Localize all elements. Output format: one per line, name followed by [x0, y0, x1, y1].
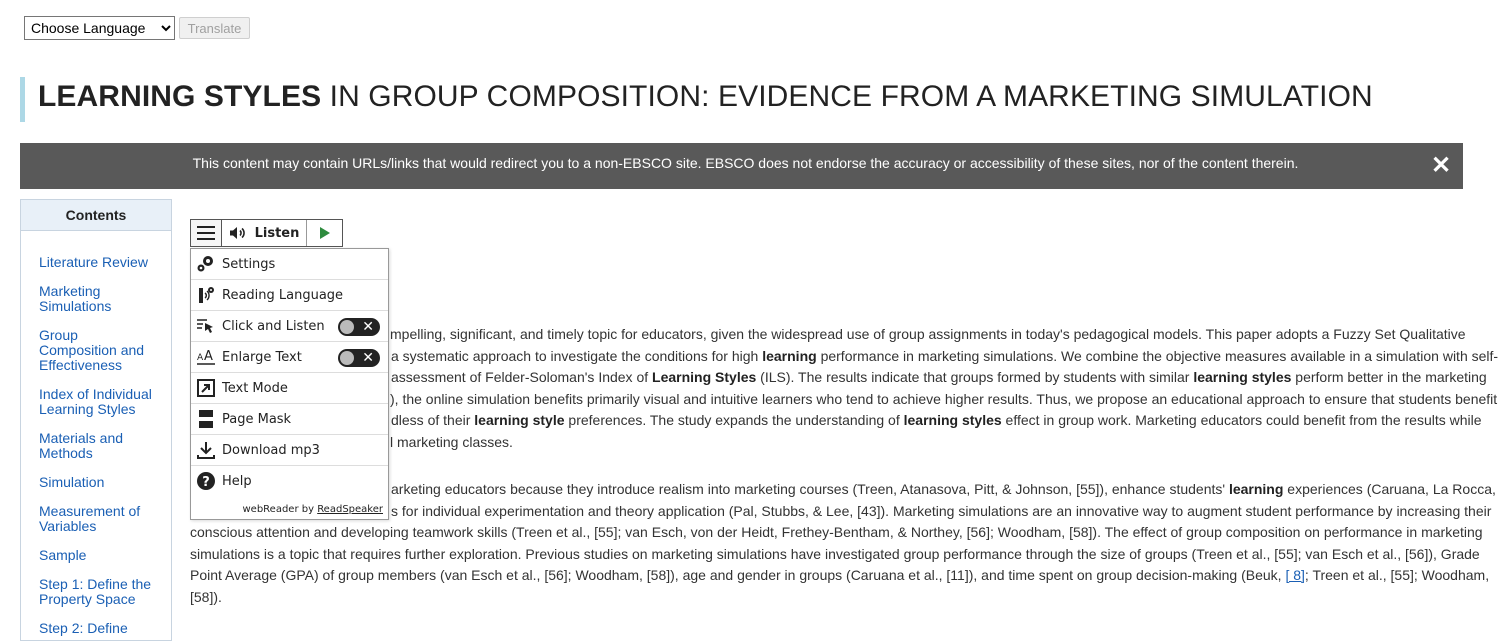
text-segment: conscious attention and developing teamwork skills (Treen et al., [55]; van Esch, von der Heidt, Frethey-Bentham, & Northey, [56]; Woodham, [58]). The effect of group composition on performance in marketing — [190, 524, 1483, 540]
reading-language-icon — [196, 285, 216, 305]
text-line — [190, 587, 1465, 609]
contents-header: Contents — [21, 200, 171, 231]
title-accent-bar — [20, 77, 25, 122]
text-segment: l marketing classes. — [390, 433, 513, 450]
listen-button[interactable] — [222, 220, 307, 246]
menu-label: Click and Listen — [222, 318, 325, 334]
text-segment: performance in marketing simulations. We combine the objective measures available in a simulation with self- — [816, 347, 1498, 364]
text-segment: (ILS). The results indicate that groups formed by students with similar — [756, 369, 1194, 385]
toggle-off-icon: ✕ — [362, 350, 374, 366]
page-title — [38, 80, 1373, 114]
text-segment: a systematic approach to investigate the conditions for high — [391, 347, 763, 364]
hamburger-icon-line — [197, 232, 215, 234]
language-select[interactable] — [24, 16, 175, 40]
text-line — [190, 522, 1483, 544]
menu-item-reading-language[interactable] — [191, 280, 388, 311]
toc-item-sample[interactable]: Sample — [39, 547, 87, 563]
menu-item-enlarge-text[interactable] — [191, 342, 388, 373]
contents-list — [21, 231, 171, 636]
text-segment: dless of their — [391, 412, 475, 428]
menu-item-text-mode[interactable] — [191, 373, 388, 404]
toc-item-index-learning-styles[interactable]: Index of Individual Learning Styles — [39, 386, 152, 417]
text-segment: preferences. The study expands the understanding of — [564, 412, 904, 428]
highlighted-term: learning styles — [903, 412, 1002, 428]
reference-link[interactable]: [ 8] — [1285, 567, 1305, 583]
toc-item-step-2[interactable]: Step 2: Define — [39, 620, 128, 636]
text-segment: simulations is a topic that requires further exploration. Previous studies on marketing simulations have investigated group performance through the size of groups (Treen et al., [55]; van Esch et al., [56]), Grade — [190, 545, 1480, 562]
readspeaker-link[interactable]: ReadSpeaker — [317, 504, 383, 515]
enlarge-text-icon — [196, 347, 216, 367]
title-rest: IN GROUP COMPOSITION: EVIDENCE FROM A MARKETING SIMULATION — [329, 80, 1373, 113]
svg-text:?: ? — [202, 475, 210, 490]
svg-text:A: A — [204, 349, 213, 364]
toc-item-measurement-variables[interactable]: Measurement of Variables — [39, 503, 141, 534]
speaker-icon — [229, 226, 247, 240]
menu-item-download-mp3[interactable] — [191, 435, 388, 466]
text-segment: ; Treen et al., [55]; Woodham, — [1304, 567, 1490, 583]
webreader-credit — [242, 504, 383, 515]
play-button[interactable] — [307, 220, 342, 246]
text-segment: arketing educators because they introduce realism into marketing courses (Treen, Atanasova, Pitt, & Johnson, [55]), enhance students' — [391, 481, 1229, 497]
external-link-notice — [20, 143, 1463, 189]
menu-item-help[interactable] — [191, 466, 388, 496]
text-segment: perform better in the marketing — [1291, 369, 1487, 385]
toc-item-marketing-simulations[interactable]: Marketing Simulations — [39, 283, 112, 314]
text-segment: assessment of Felder-Soloman's Index of — [391, 369, 653, 385]
menu-item-page-mask[interactable] — [191, 404, 388, 435]
menu-label: Download mp3 — [222, 442, 320, 458]
text-line — [190, 544, 1480, 566]
toc-item-step-1[interactable]: Step 1: Define the Property Space — [39, 576, 152, 607]
credit-prefix: webReader by — [242, 504, 318, 515]
title-bold-part: LEARNING STYLES — [38, 80, 322, 113]
toc-item-group-composition[interactable]: Group Composition and Effectiveness — [39, 327, 145, 373]
menu-label: Reading Language — [222, 287, 344, 303]
play-icon — [319, 226, 331, 240]
menu-item-click-and-listen[interactable] — [191, 311, 388, 342]
text-line — [190, 565, 1490, 587]
toggle-off-icon: ✕ — [362, 319, 374, 335]
menu-label: Enlarge Text — [222, 349, 302, 365]
listen-label: Listen — [254, 225, 300, 241]
text-segment: experiences (Caruana, La Rocca, — [1283, 481, 1496, 497]
webreader-menu — [190, 248, 389, 520]
hamburger-icon — [197, 226, 215, 228]
menu-label: Page Mask — [222, 411, 292, 427]
text-segment: mpelling, significant, and timely topic for educators, given the widespread use of group assignments in today's pedagogical models. This paper adopts a Fuzzy Set Qualitative — [390, 326, 1466, 342]
hamburger-icon-line — [197, 238, 215, 240]
toc-item-simulation[interactable]: Simulation — [39, 474, 105, 490]
toggle-knob — [340, 320, 354, 334]
text-segment: [58]). — [190, 588, 222, 605]
translate-button[interactable]: Translate — [179, 17, 250, 39]
text-mode-icon — [196, 378, 216, 398]
click-listen-icon — [196, 316, 216, 336]
text-segment: Point Average (GPA) of group members (van Esch et al., [56]; Woodham, [58]), age and gender in groups (Caruana et al., [11]), and time spent on group decision-making (Beuk, — [190, 567, 1286, 583]
close-icon[interactable]: ✕ — [1431, 152, 1452, 179]
text-segment: ), the online simulation benefits primarily visual and intuitive learners who tend to achieve higher results. Thus, we propose an educational approach to ensure that students benefit — [390, 390, 1498, 407]
download-icon — [196, 440, 216, 460]
click-listen-toggle[interactable] — [338, 318, 380, 336]
menu-label: Text Mode — [222, 380, 288, 396]
highlighted-term: learning — [1228, 481, 1284, 497]
toc-item-literature-review[interactable]: Literature Review — [39, 254, 148, 270]
menu-item-settings[interactable] — [191, 249, 388, 280]
webreader-toolbar — [190, 219, 343, 247]
gears-icon — [196, 254, 216, 274]
menu-label: Settings — [222, 256, 276, 272]
text-segment: effect in group work. Marketing educators could benefit from the results while — [1001, 412, 1482, 428]
highlighted-term: Learning Styles — [652, 369, 757, 385]
svg-text:A: A — [197, 353, 204, 363]
highlighted-term: learning — [762, 347, 817, 364]
help-icon — [196, 471, 216, 491]
toc-item-materials-methods[interactable]: Materials and Methods — [39, 430, 124, 461]
toggle-knob — [340, 351, 354, 365]
text-segment: s for individual experimentation and theory application (Pal, Stubbs, & Lee, [43]). Marketing simulations are an innovative way to augment student performance by increasing their — [391, 502, 1492, 519]
page-mask-icon — [196, 409, 216, 429]
contents-sidebar — [20, 199, 172, 641]
highlighted-term: learning style — [474, 412, 565, 428]
menu-label: Help — [222, 473, 252, 489]
webreader-menu-button[interactable] — [191, 220, 222, 246]
enlarge-text-toggle[interactable] — [338, 349, 380, 367]
highlighted-term: learning styles — [1193, 369, 1292, 385]
notice-text: This content may contain URLs/links that would redirect you to a non-EBSCO site. EBSCO does not endorse the accuracy or accessibility of these sites, nor of the content therein. — [192, 155, 1299, 171]
